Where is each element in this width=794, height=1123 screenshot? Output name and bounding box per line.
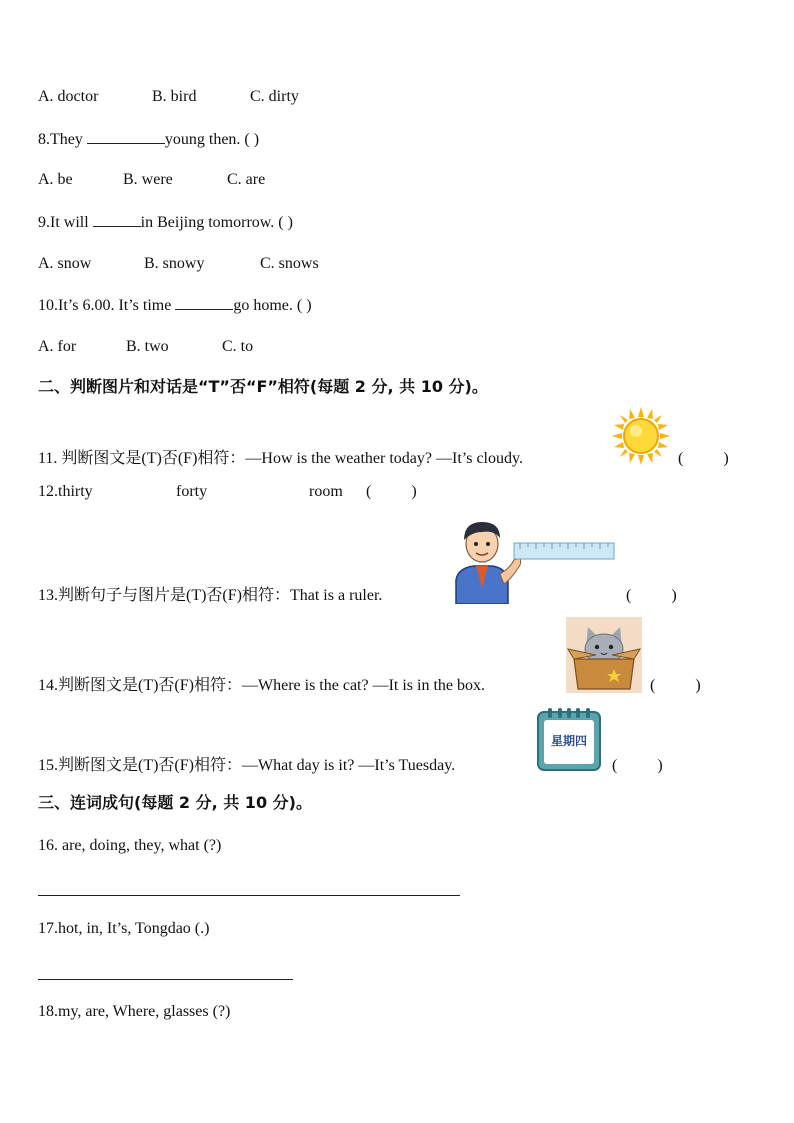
q10-text-before: 10.It’s 6.00. It’s time xyxy=(38,297,176,314)
q17-question: 17.hot, in, It’s, Tongdao (.) xyxy=(38,920,210,937)
q9-text-after: in Beijing tomorrow. ( ) xyxy=(140,214,293,231)
q9-option-c: C. snows xyxy=(260,255,319,272)
q9-text-before: 9.It will xyxy=(38,214,93,231)
section-2-heading: 二、判断图片和对话是“T”否“F”相符(每题 2 分, 共 10 分)。 xyxy=(38,377,488,396)
q15-question: 15.判断图文是(T)否(F)相符：—What day is it? —It’s Tuesday. xyxy=(38,757,456,774)
calendar-day-label: 星期四 xyxy=(550,734,587,748)
q14-question: 14.判断图文是(T)否(F)相符：—Where is the cat? —It is in the box. xyxy=(38,677,486,694)
q8-blank xyxy=(87,129,165,144)
q12-word-2: forty xyxy=(176,483,208,500)
q9-question xyxy=(38,212,293,233)
q17-answer-line[interactable] xyxy=(38,979,293,980)
q10-question xyxy=(38,295,312,316)
q12-answer-paren[interactable]: ( ) xyxy=(366,483,417,500)
q10-text-after: go home. ( ) xyxy=(233,297,312,314)
q10-blank xyxy=(175,295,233,310)
q15-answer-paren[interactable]: ( ) xyxy=(612,757,663,774)
q7-option-b: B. bird xyxy=(152,88,197,105)
boy-pointing-ruler-illustration xyxy=(448,518,618,604)
q8-question xyxy=(38,129,259,150)
q7-option-c: C. dirty xyxy=(250,88,299,105)
q8-option-b: B. were xyxy=(123,171,173,188)
q9-blank xyxy=(93,212,141,227)
q11-answer-paren[interactable]: ( ) xyxy=(678,450,729,467)
q12-word-3: room xyxy=(309,483,343,500)
q8-option-c: C. are xyxy=(227,171,266,188)
q11-question: 11. 判断图文是(T)否(F)相符：—How is the weather today? —It’s cloudy. xyxy=(38,450,523,467)
q7-option-a: A. doctor xyxy=(38,88,99,105)
q16-question: 16. are, doing, they, what (?) xyxy=(38,837,222,854)
q12-word-1: 12.thirty xyxy=(38,483,93,500)
q9-option-b: B. snowy xyxy=(144,255,205,272)
q8-text-after: young then. ( ) xyxy=(164,131,260,148)
q13-question: 13.判断句子与图片是(T)否(F)相符：That is a ruler. xyxy=(38,587,383,604)
q8-text-before: 8.They xyxy=(38,131,87,148)
q18-question: 18.my, are, Where, glasses (?) xyxy=(38,1003,231,1020)
cat-in-box-illustration xyxy=(566,617,642,693)
calendar-icon xyxy=(536,706,602,772)
q9-option-a: A. snow xyxy=(38,255,92,272)
q10-option-b: B. two xyxy=(126,338,169,355)
q8-option-a: A. be xyxy=(38,171,73,188)
sun-icon xyxy=(612,407,670,465)
q13-answer-paren[interactable]: ( ) xyxy=(626,587,677,604)
q16-answer-line[interactable] xyxy=(38,895,460,896)
q14-answer-paren[interactable]: ( ) xyxy=(650,677,701,694)
section-3-heading: 三、连词成句(每题 2 分, 共 10 分)。 xyxy=(38,793,312,812)
q10-option-a: A. for xyxy=(38,338,77,355)
q10-option-c: C. to xyxy=(222,338,254,355)
